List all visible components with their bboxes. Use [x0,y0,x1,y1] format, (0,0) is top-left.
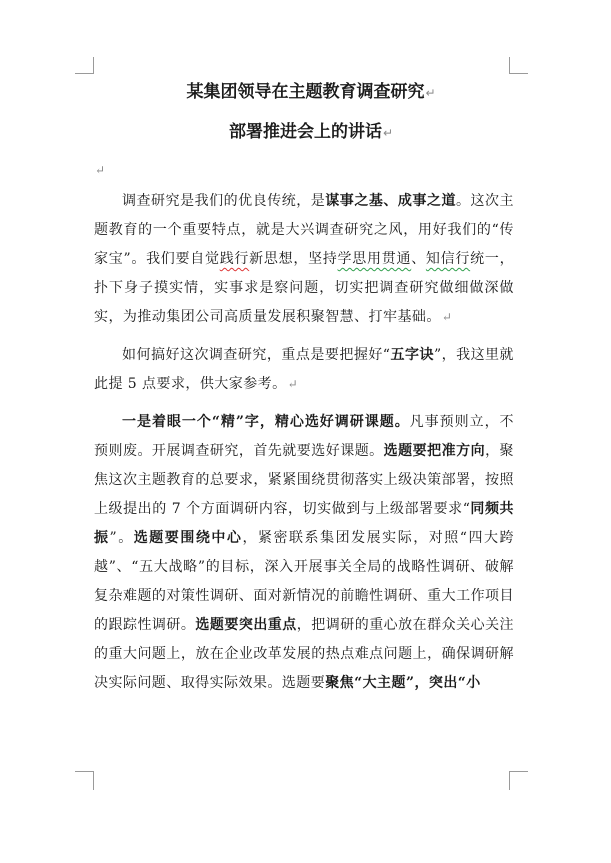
p3-text: ，把调研的重心放在群众关心关注的重大问题上，放在企业改革发展的热点难点问题上，确保调研解决实际问题、取得实际效果。选题要 [94,617,514,691]
p1-bold: 谋事之基、成事之道 [325,193,456,209]
p3-text: ，聚焦这次主题教育的总要求，紧紧围绕贯彻落实上级决策部署，按照上级提出的 7 个方面调研内容，切实做到与上级部署要求“ [94,443,514,517]
crop-mark-top-left [75,57,94,74]
document-title-line-1 [94,81,514,104]
p1-text: 。这次主题教育的一个重要特点，就是大兴调查研究之风，用好我们的“传家宝”。我们要自觉 [94,193,514,267]
empty-paragraph [94,156,514,185]
p1-grammar-check: 知信行 [425,251,471,267]
p1-grammar-check: 学思用贯通 [337,251,412,267]
paragraph-mark-icon: ↵ [95,163,106,177]
title-text-2: 部署推进会上的讲话 [228,122,382,142]
paragraph-1 [94,187,514,332]
p3-text: ，紧密联系集团发展实际，对照“四大跨越”、“五大战略”的目标，深入开展事关全局的战略性调研、破解复杂难题的对策性调研、面对新情况的前瞻性调研、重大工作项目的跟踪性调研。 [94,530,514,633]
p1-text: 、 [411,251,426,267]
paragraph-mark-icon: ↵ [287,377,299,391]
p3-heading: 一是着眼一个“精”字，精心选好调研课题。 [122,414,410,430]
p3-text: 凡事预则立，不预则废。开展调查研究，首先就要选好课题。 [94,414,514,459]
crop-mark-bottom-left [75,771,94,790]
p2-text: ”，我这里就此提 5 点要求，供大家参考。 [94,347,514,392]
paragraph-mark-icon: ↵ [425,86,436,100]
p1-text: 统一，扑下身子摸实情，实事求是察问题，切实把调查研究做细做深做实，为推动集团公司高质量发展积聚智慧、打牢基础。 [94,251,515,325]
paragraph-3 [94,408,514,698]
paragraph-mark-icon: ↵ [441,310,453,324]
p3-bold: 选题要突出重点 [195,617,297,633]
p1-spellcheck: 践行 [219,251,250,267]
crop-mark-top-right [509,57,528,74]
p1-text: 调查研究是我们的优良传统，是 [122,193,326,209]
p3-bold: 选题要把准方向 [383,443,486,459]
title-text-1: 某集团领导在主题教育调查研究 [186,82,425,102]
p3-bold: 同频共振 [94,501,514,546]
p1-text: 新思想，坚持 [249,251,338,267]
crop-mark-bottom-right [509,771,528,790]
p2-bold: 五字诀 [390,347,434,363]
paragraph-mark-icon: ↵ [382,126,394,140]
document-title-line-2 [94,121,514,144]
p3-bold: 选题要围绕中心 [133,530,243,546]
p3-bold: 聚焦“大主题”，突出“小 [325,675,481,691]
p2-text: 如何搞好这次调查研究，重点是要把握好“ [122,347,391,363]
paragraph-2 [94,341,514,399]
document-body[interactable] [94,76,514,698]
p3-text: ”。 [109,530,134,546]
